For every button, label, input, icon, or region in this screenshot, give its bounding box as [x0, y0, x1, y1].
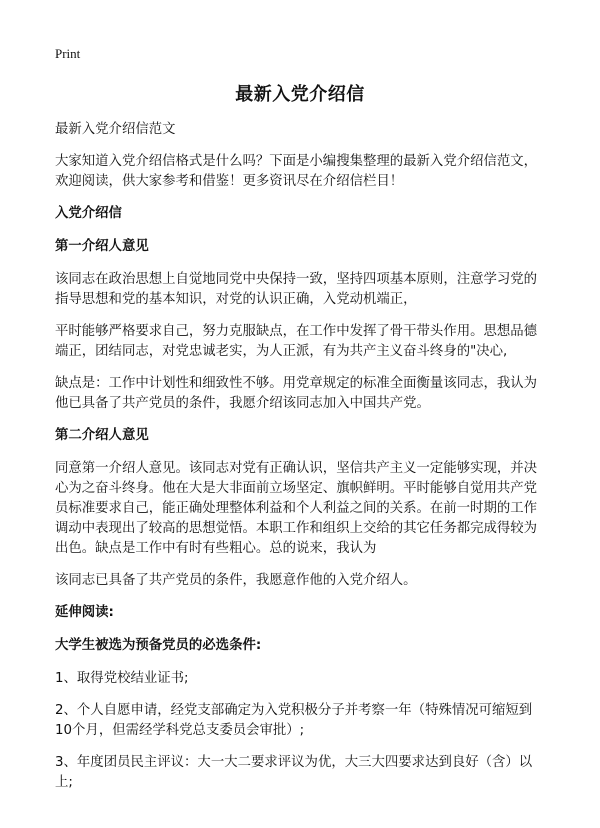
section-heading: 入党介绍信 — [55, 206, 122, 221]
print-link[interactable]: Print — [55, 46, 81, 61]
intro-paragraph: 大家知道入党介绍信格式是什么吗？下面是小编搜集整理的最新入党介绍信范文，欢迎阅读，供大家参考和借鉴！更多资讯尽在介绍信栏目！ — [55, 154, 538, 189]
first-opinion-paragraph: 该同志在政治思想上自觉地同党中央保持一致，坚持四项基本原则，注意学习党的指导思想和党的基本知识，对党的认识正确，入党动机端正， — [55, 272, 538, 307]
extended-reading-heading: 延伸阅读: — [55, 605, 114, 620]
document-subtitle: 最新入党介绍信范文 — [55, 122, 176, 137]
first-opinion-paragraph: 缺点是：工作中计划性和细致性不够。用党章规定的标准全面衡量该同志，我认为他已具备了共产党员的条件，我愿介绍该同志加入中国共产党。 — [55, 376, 538, 411]
second-opinion-heading: 第二介绍人意见 — [55, 428, 149, 443]
document-body — [55, 120, 545, 805]
first-opinion-paragraph: 平时能够严格要求自己，努力克服缺点，在工作中发挥了骨干带头作用。思想品德端正，团结同志，对党忠诚老实，为人正派，有为共产主义奋斗终身的"决心, — [55, 324, 538, 359]
first-opinion-heading: 第一介绍人意见 — [55, 239, 149, 254]
condition-item: 3、年度团员民主评议：大一大二要求评议为优，大三大四要求达到良好（含）以上; — [55, 755, 533, 790]
conditions-heading: 大学生被选为预备党员的必选条件: — [55, 638, 262, 653]
second-opinion-paragraph: 该同志已具备了共产党员的条件，我愿意作他的入党介绍人。 — [55, 573, 417, 588]
condition-item: 2、个人自愿申请，经党支部确定为入党积极分子并考察一年（特殊情况可缩短到10个月，但需经学科党总支委员会审批）; — [55, 703, 533, 738]
second-opinion-paragraph: 同意第一介绍人意见。该同志对党有正确认识，坚信共产主义一定能够实现，并决心为之奋斗终身。他在大是大非面前立场坚定、旗帜鲜明。平时能够自觉用共产党员标准要求自己，能正确处理整体利益和个人利益之间的关系。在前一时期的工作调动中表现出了较高的思想觉悟。本职工作和组织上交给的其它任务都完成得较为出色。缺点是工作中有时有些粗心。总的说来，我认为 — [55, 461, 538, 556]
page-title: 最新入党介绍信 — [235, 84, 365, 105]
condition-item: 1、取得党校结业证书; — [55, 671, 189, 686]
